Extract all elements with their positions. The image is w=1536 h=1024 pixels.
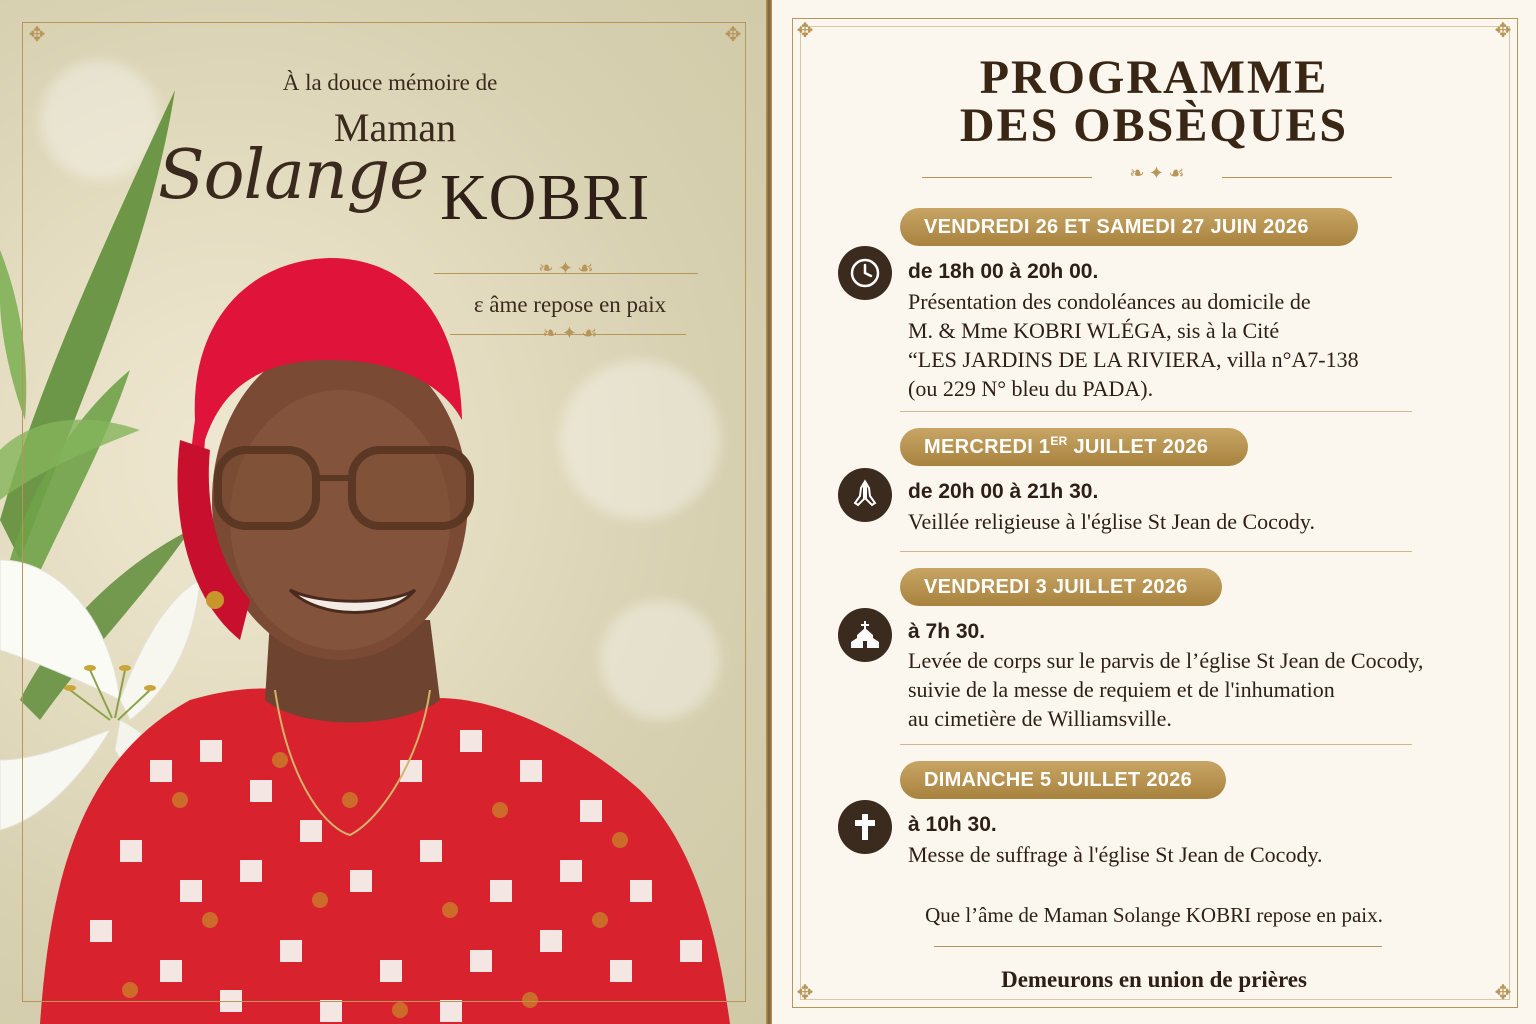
corner-ornament-icon: ✥ [796,982,814,1004]
event-description [908,840,1323,869]
program-title-line1: PROGRAMME [979,51,1329,104]
corner-ornament-icon: ✥ [1494,982,1512,1004]
event-date-pill: DIMANCHE 5 JUILLET 2026 [900,761,1226,799]
clock-icon [838,246,892,300]
event-separator [900,551,1412,552]
event-time: de 20h 00 à 21h 30. [908,480,1099,503]
event-description-line: M. & Mme KOBRI WLÉGA, sis à la Cité [908,318,1280,343]
flourish-ornament-icon: ❧ ✦ ☙ [1092,163,1222,184]
closing-divider [934,946,1382,947]
corner-ornament-icon: ✥ [1494,20,1512,42]
closing-message: Que l’âme de Maman Solange KOBRI repose en paix. [925,903,1383,927]
event-description-line: Messe de suffrage à l'église St Jean de Cocody. [908,842,1323,867]
event-date-pill [900,428,1248,466]
cross-icon [838,800,892,854]
event-date-main: MERCREDI 1 [924,436,1051,458]
dedication-text: À la douce mémoire de [282,70,498,95]
event-date-sup: ER [1050,434,1068,448]
first-name: Solange [158,136,429,215]
flourish-ornament-icon: ❧ ✦ ☙ [542,323,598,343]
event-description-line: Veillée religieuse à l'église St Jean de Cocody. [908,509,1315,534]
event-description [908,507,1315,536]
event-separator [900,744,1412,745]
event-description-line: Levée de corps sur le parvis de l’église St Jean de Cocody, [908,648,1424,673]
program-panel [772,0,1536,1024]
program-title-line2: DES OBSÈQUES [959,99,1349,152]
praying-hands-icon [838,468,892,522]
corner-ornament-icon: ✥ [724,24,742,46]
event-date-pill: VENDREDI 3 JUILLET 2026 [900,568,1222,606]
event-description-line: suivie de la messe de requiem et de l'inhumation [908,677,1335,702]
event-description-line: au cimetière de Williamsville. [908,706,1172,731]
rest-in-peace-text: ɛ âme repose en paix [473,292,667,317]
flourish-ornament-icon: ❧ ✦ ☙ [538,258,594,278]
event-time: à 7h 30. [908,620,986,643]
corner-ornament-icon: ✥ [28,24,46,46]
corner-ornament-icon: ✥ [796,20,814,42]
event-time: à 10h 30. [908,813,997,836]
event-time: de 18h 00 à 20h 00. [908,260,1099,283]
church-icon [838,608,892,662]
title-maman: Maman [333,105,457,150]
event-description [908,646,1423,733]
event-description-line: Présentation des condoléances au domicile de [908,289,1311,314]
event-description-line: “LES JARDINS DE LA RIVIERA, villa n°A7-138 [908,347,1359,372]
event-date-rest: JUILLET 2026 [1067,436,1209,458]
event-description [908,287,1359,403]
event-separator [900,411,1412,412]
event-description-line: (ou 229 N° bleu du PADA). [908,376,1154,401]
event-date-pill: VENDREDI 26 ET SAMEDI 27 JUIN 2026 [900,208,1358,246]
union-prayer-text: Demeurons en union de prières [1001,967,1307,992]
last-name: KOBRI [440,161,651,234]
